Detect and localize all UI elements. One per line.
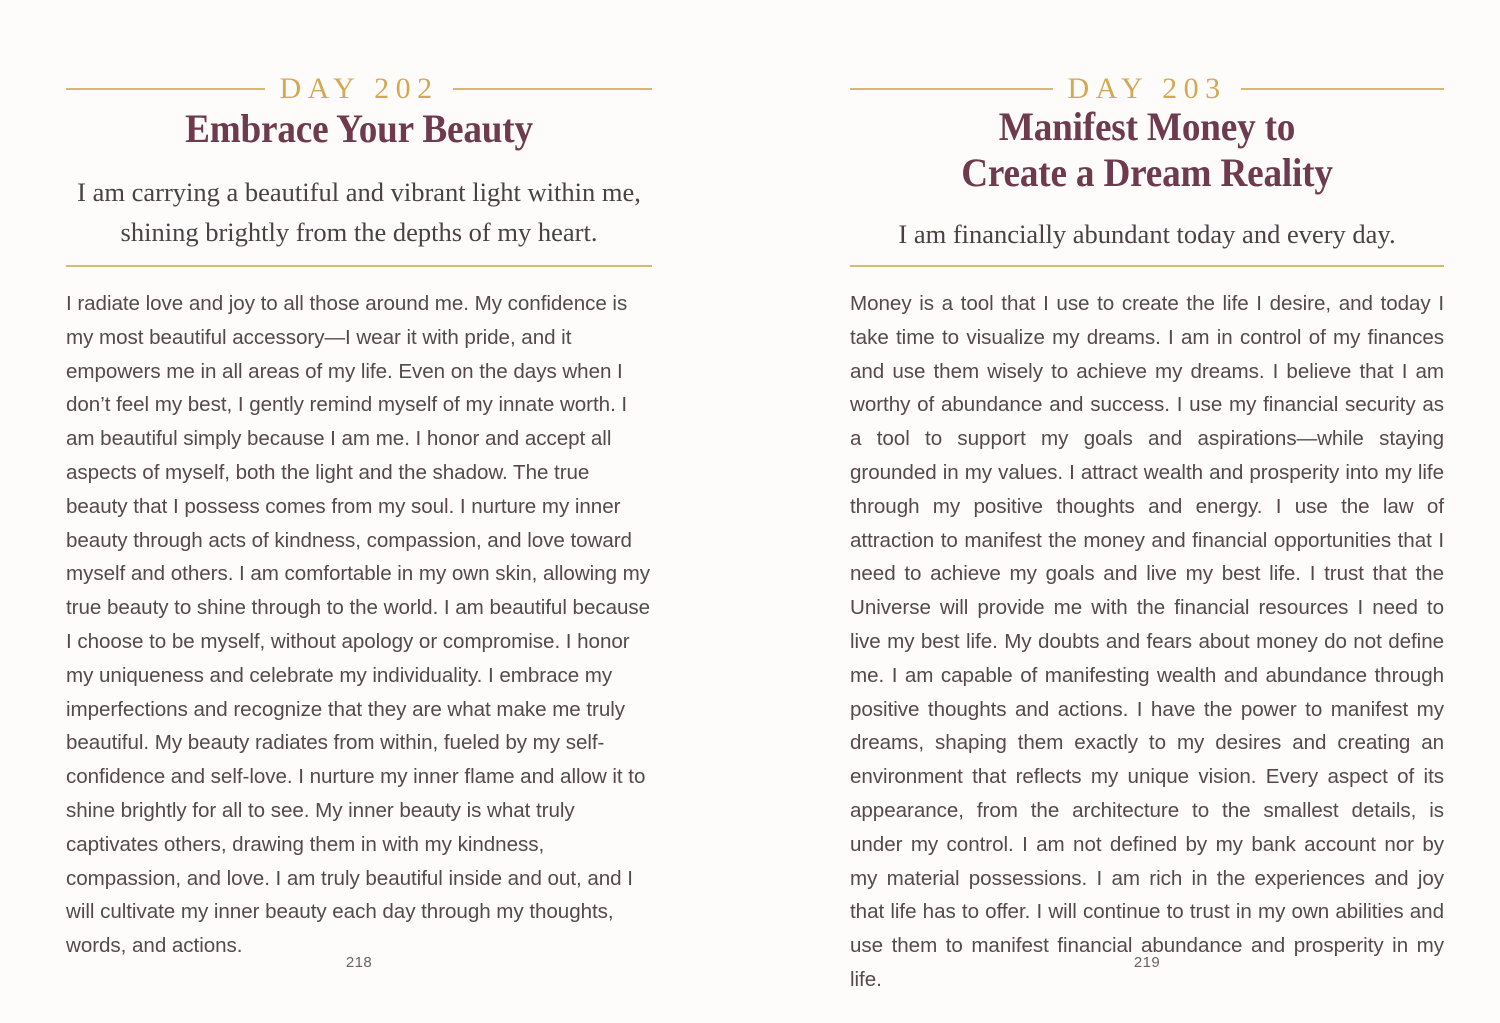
divider-rule-left — [66, 88, 265, 90]
divider-rule-left — [850, 88, 1053, 90]
right-chapter-title — [871, 104, 1423, 195]
right-page-number: 219 — [1133, 954, 1161, 971]
right-chapter-title-line-1: Manifest Money to — [998, 104, 1296, 149]
left-chapter-title: Embrace Your Beauty — [185, 106, 533, 151]
right-page-content-area — [850, 0, 1444, 1023]
left-page-number: 218 — [345, 954, 373, 971]
left-body-copy: I radiate love and joy to all those around me. My confidence is my most beautiful accessory—I wear it with pride, and it empowers me in all areas of my life. Even on the days when I don’t feel my best, I gently remind myself of my innate worth. I am beautiful simply because I am me. I honor and accept all aspects of myself, both the light and the shadow. The true beauty that I possess comes from my soul. I nurture my inner beauty through acts of kindness, compassion, and love toward myself and others. I am comfortable in my own skin, allowing my true beauty to shine through to the world. I am beautiful because I choose to be myself, without apology or compromise. I honor my uniqueness and celebrate my individuality. I embrace my imperfections and recognize that they are what make me truly beautiful. My beauty radiates from within, fueled by my self-confidence and self-love. I nurture my inner flame and allow it to shine brightly for all to see. My inner beauty is what truly captivates others, drawing them in with my kindness, compassion, and love. I am truly beautiful inside and out, and I will cultivate my inner beauty each day through my thoughts, words, and actions. — [66, 292, 651, 958]
left-section-divider — [66, 265, 652, 267]
right-section-divider — [850, 265, 1444, 267]
right-chapter-title-line-2: Create a Dream Reality — [961, 149, 1333, 195]
right-day-label: DAY 203 — [1067, 72, 1227, 105]
right-page — [750, 0, 1500, 1023]
left-page-content-area — [66, 0, 652, 1023]
right-affirmation: I am financially abundant today and every day. — [898, 219, 1396, 249]
right-day-header — [850, 72, 1444, 106]
divider-rule-right — [453, 88, 652, 90]
left-day-header — [66, 72, 652, 106]
left-day-label: DAY 202 — [279, 72, 439, 105]
divider-rule-right — [1241, 88, 1444, 90]
right-body-copy: Money is a tool that I use to create the life I desire, and today I take time to visualize my dreams. I am in control of my finances and use them wisely to achieve my dreams. I believe that I am worthy of abundance and success. I use my financial security as a tool to support my goals and aspirations—while staying grounded in my values. I attract wealth and prosperity into my life through my positive thoughts and energy. I use the law of attraction to manifest the money and financial opportunities that I need to achieve my goals and live my best life. I trust that the Universe will provide me with the financial resources I need to live my best life. My doubts and fears about money do not define me. I am capable of manifesting wealth and abundance through positive thoughts and actions. I have the power to manifest my dreams, shaping them exactly to my desires and creating an environment that reflects my unique vision. Every aspect of its appearance, from the architecture to the smallest details, is under my control. I am not defined by my bank account nor by my material possessions. I am rich in the experiences and joy that life has to offer. I will continue to trust in my own abilities and use them to manifest financial abundance and prosperity in my life. — [850, 292, 1444, 991]
left-affirmation: I am carrying a beautiful and vibrant light within me, shining brightly from the depths of my heart. — [77, 177, 641, 248]
